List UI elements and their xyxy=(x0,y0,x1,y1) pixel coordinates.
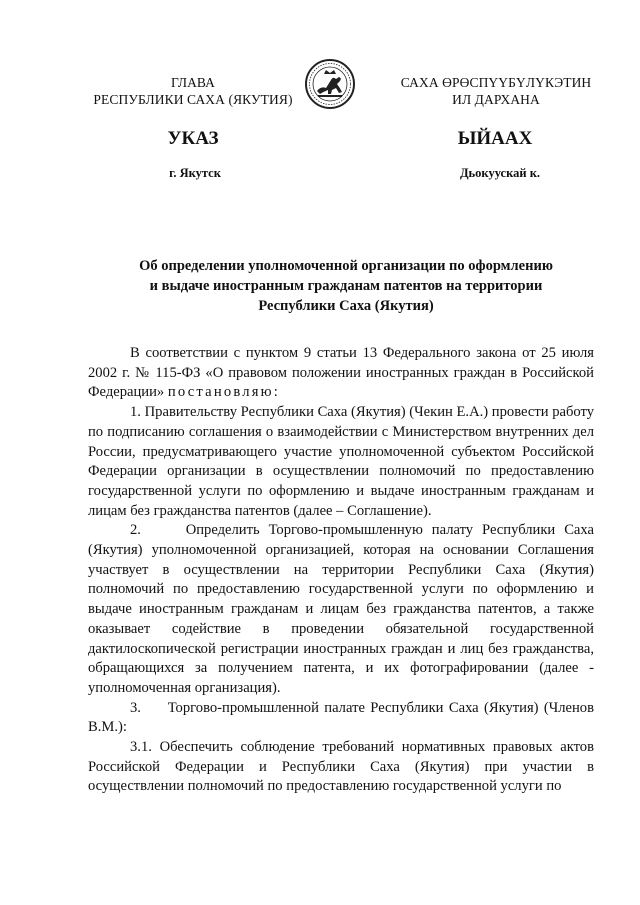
decree-word: постановляю: xyxy=(167,384,281,401)
paragraph-3-1: 3.1. Обеспечить соблюдение требований нормативных правовых актов Российской Федерации и Республики Саха (Якутия) при участии в осуществлении полномочий по предоставлению государственной услуги по xyxy=(88,739,594,795)
city-ru: г. Якутск xyxy=(169,166,221,180)
header-left-line2: РЕСПУБЛИКИ САХА (ЯКУТИЯ) xyxy=(93,92,293,107)
preamble-text: В соответствии с пунктом 9 статьи 13 Федерального закона от 25 июля 2002 г. № 115-ФЗ «О правовом положении иностранных граждан в Российской Федерации» xyxy=(88,345,594,401)
header-right xyxy=(388,74,604,108)
paragraph-1: 1. Правительству Республики Саха (Якутия) (Чекин Е.А.) провести работу по подписанию соглашения о взаимодействии с Министерством внутренних дел России, предусматривающего участие уполномоченной субъектом Российской Федерации организации в осуществлении полномочий по предоставлению государственной услуги по оформлению и выдаче иностранным гражданам и лицам без гражданства патентов (далее – Соглашение). xyxy=(88,404,594,519)
header-left-line1: ГЛАВА xyxy=(170,75,216,90)
header-right-line2: ИЛ ДАРХАНА xyxy=(452,92,540,107)
header-right-line1: САХА ӨРӨСПҮҮБҮЛҮКЭТИН xyxy=(400,75,592,90)
paragraph-3: 3. Торгово-промышленной палате Республики Саха (Якутия) (Членов В.М.): xyxy=(88,699,598,736)
header-left xyxy=(78,74,308,108)
preamble-paragraph xyxy=(88,344,594,403)
city-sah: Дьокуускай к. xyxy=(459,166,541,180)
title-line2: и выдаче иностранным гражданам патентов на территории xyxy=(149,278,543,294)
paragraph-2: 2. Определить Торгово-промышленную палату Республики Саха (Якутия) уполномоченной организацией, которая на основании Соглашения участвует в осуществлении на территории Республики Саха (Якутия) полномочий по предоставлению государственной услуги по оформлению и выдаче иностранным гражданам и лицам без гражданства патентов, а также оказывает содействие в проведении обязательной государственной дактилоскопической регистрации иностранных граждан и лиц без гражданства, обращающихся за получением патента, и их фотографировании (далее - уполномоченная организация). xyxy=(88,522,598,696)
document-body xyxy=(88,344,598,797)
title-line1: Об определении уполномоченной организации по оформлению xyxy=(139,258,553,274)
document-title xyxy=(100,256,592,316)
coat-of-arms-icon xyxy=(304,58,356,110)
doc-type-sah: ЫЙААХ xyxy=(457,128,533,149)
doc-type-ru: УКАЗ xyxy=(167,128,219,149)
title-line3: Республики Саха (Якутия) xyxy=(258,298,434,314)
